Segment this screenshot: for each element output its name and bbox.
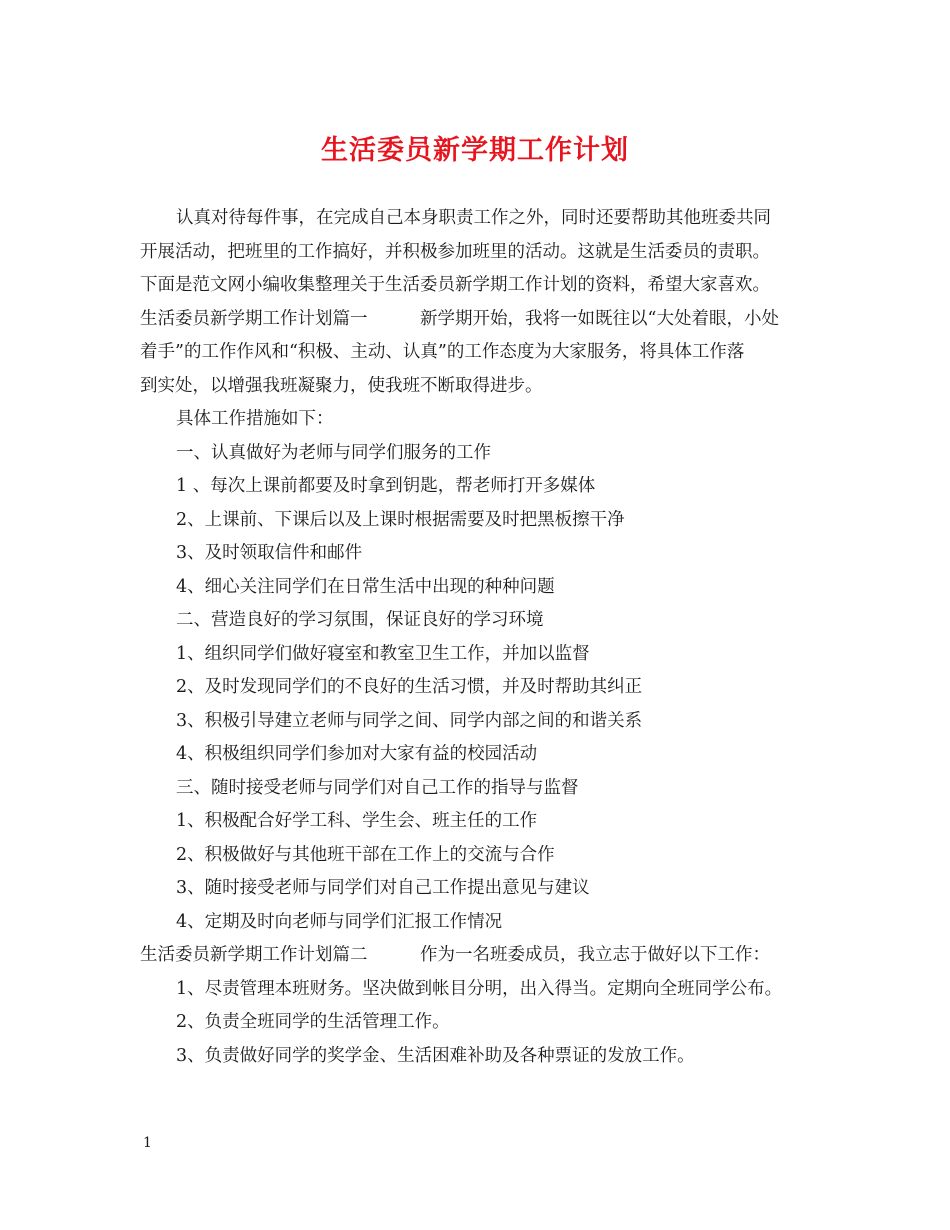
page-number: 1 [143, 1135, 152, 1151]
paragraph-line: 认真对待每件事，在完成自己本身职责工作之外，同时还要帮助其他班委共同 [176, 208, 771, 228]
paragraph-line: 开展活动，把班里的工作搞好，并积极参加班里的活动。这就是生活委员的责职。 [140, 242, 770, 262]
list-item: 2、上课前、下课后以及上课时根据需要及时把黑板擦干净 [176, 510, 625, 530]
section-heading: 一、认真做好为老师与同学们服务的工作 [176, 443, 491, 463]
paragraph-line: 下面是范文网小编收集整理关于生活委员新学期工作计划的资料，希望大家喜欢。 [140, 275, 770, 295]
paragraph-line: 着手”的工作作风和“积极、主动、认真”的工作态度为大家服务，将具体工作落 [140, 342, 745, 362]
list-item: 3、及时领取信件和邮件 [176, 543, 363, 563]
list-item: 1、组织同学们做好寝室和教室卫生工作，并加以监督 [176, 644, 590, 664]
paragraph-line: 生活委员新学期工作计划篇二 作为一名班委成员，我立志于做好以下工作： [140, 945, 770, 965]
list-item: 1、积极配合好学工科、学生会、班主任的工作 [176, 811, 538, 831]
list-item: 2、及时发现同学们的不良好的生活习惯，并及时帮助其纠正 [176, 677, 643, 697]
list-item: 4、积极组织同学们参加对大家有益的校园活动 [176, 744, 538, 764]
list-item: 1 、每次上课前都要及时拿到钥匙，帮老师打开多媒体 [176, 476, 596, 496]
list-item: 3、随时接受老师与同学们对自己工作提出意见与建议 [176, 878, 590, 898]
list-item: 2、负责全班同学的生活管理工作。 [176, 1012, 450, 1032]
paragraph-line: 生活委员新学期工作计划篇一 新学期开始，我将一如既往以“大处着眼，小处 [140, 309, 779, 329]
paragraph-line: 到实处，以增强我班凝聚力，使我班不断取得进步。 [140, 376, 543, 396]
paragraph-line: 具体工作措施如下： [176, 409, 334, 429]
list-item: 4、细心关注同学们在日常生活中出现的种种问题 [176, 577, 555, 597]
list-item: 3、积极引导建立老师与同学之间、同学内部之间的和谐关系 [176, 711, 643, 731]
list-item: 2、积极做好与其他班干部在工作上的交流与合作 [176, 845, 555, 865]
list-item: 4、定期及时向老师与同学们汇报工作情况 [176, 912, 503, 932]
section-heading: 二、营造良好的学习氛围，保证良好的学习环境 [176, 610, 544, 630]
list-item: 3、负责做好同学的奖学金、生活困难补助及各种票证的发放工作。 [176, 1046, 695, 1066]
document-title: 生活委员新学期工作计划 [321, 135, 629, 166]
section-heading: 三、随时接受老师与同学们对自己工作的指导与监督 [176, 778, 579, 798]
list-item: 1、尽责管理本班财务。坚决做到帐目分明，出入得当。定期向全班同学公布。 [176, 979, 783, 999]
